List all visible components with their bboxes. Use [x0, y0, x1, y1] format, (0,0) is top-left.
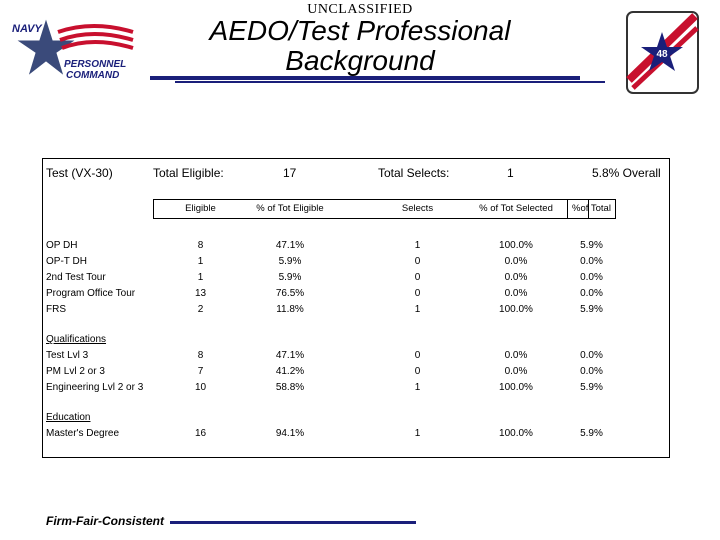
badge-number: 48 [656, 49, 668, 60]
section-education: Education [46, 412, 91, 423]
cell-pct-total: 0.0% [580, 366, 603, 377]
cell-pct-eligible: 11.8% [276, 304, 304, 315]
total-selects-value: 1 [507, 166, 514, 180]
cell-selects: 0 [414, 366, 421, 377]
cell-pct-selected: 100.0% [499, 240, 533, 251]
classification-banner: UNCLASSIFIED [307, 2, 413, 17]
cell-pct-total: 5.9% [580, 240, 603, 251]
cell-pct-selected: 0.0% [504, 288, 528, 299]
cell-selects: 1 [414, 428, 421, 439]
col-header-selects: Selects [401, 203, 434, 214]
title-underline-secondary [175, 81, 605, 83]
cell-pct-total: 0.0% [580, 350, 603, 361]
cell-eligible: 16 [194, 428, 207, 439]
col-header-pct-total: %of Total [572, 203, 611, 214]
page-title [180, 16, 540, 76]
cell-pct-eligible: 58.8% [275, 382, 305, 393]
logo-text-navy: NAVY [12, 23, 42, 35]
cell-selects: 0 [414, 288, 421, 299]
cell-pct-total: 5.9% [580, 382, 603, 393]
cell-eligible: 8 [197, 350, 204, 361]
navy-personnel-command-logo [8, 10, 138, 85]
cell-eligible: 1 [197, 256, 204, 267]
cell-selects: 0 [414, 256, 421, 267]
cell-pct-eligible: 5.9% [278, 256, 302, 267]
logo-text-command: COMMAND [66, 70, 120, 81]
cell-eligible: 10 [194, 382, 207, 393]
cell-pct-eligible: 47.1% [275, 240, 305, 251]
cell-label: 2nd Test Tour [46, 272, 106, 283]
cell-pct-selected: 0.0% [504, 350, 528, 361]
cell-label: OP-T DH [46, 256, 87, 267]
cell-pct-eligible: 5.9% [278, 272, 302, 283]
cell-selects: 1 [414, 382, 421, 393]
cell-label: PM Lvl 2 or 3 [46, 366, 105, 377]
cell-label: Test Lvl 3 [46, 350, 89, 361]
cell-label: Engineering Lvl 2 or 3 [46, 382, 144, 393]
title-line-2: Background [285, 45, 435, 76]
title-underline [150, 76, 580, 80]
cell-pct-eligible: 94.1% [275, 428, 305, 439]
cell-pct-total: 5.9% [580, 304, 603, 315]
cell-pct-selected: 0.0% [504, 256, 528, 267]
cell-pct-selected: 100.0% [499, 428, 533, 439]
footer-motto: Firm-Fair-Consistent [46, 514, 165, 528]
unit-label: Test (VX-30) [46, 166, 113, 180]
cell-pct-total: 0.0% [580, 256, 603, 267]
cell-label: Program Office Tour [46, 288, 136, 299]
cell-selects: 1 [414, 240, 421, 251]
cell-pct-selected: 100.0% [499, 382, 533, 393]
cell-eligible: 7 [197, 366, 204, 377]
cell-label: OP DH [46, 240, 78, 251]
cell-pct-eligible: 76.5% [275, 288, 305, 299]
cell-eligible: 1 [197, 272, 204, 283]
overall-percentage: 5.8% Overall [592, 166, 661, 180]
cell-pct-eligible: 47.1% [275, 350, 305, 361]
col-header-pct-selected: % of Tot Selected [479, 203, 553, 214]
col-header-pct-eligible: % of Tot Eligible [256, 203, 324, 214]
section-qualifications: Qualifications [46, 334, 107, 345]
cell-eligible: 8 [197, 240, 204, 251]
col-header-eligible: Eligible [185, 203, 216, 214]
title-line-1: AEDO/Test Professional [209, 15, 511, 46]
cell-label: FRS [46, 304, 66, 315]
cell-eligible: 2 [197, 304, 204, 315]
cell-selects: 0 [414, 350, 421, 361]
cell-label: Master's Degree [46, 428, 120, 439]
cell-pct-eligible: 41.2% [275, 366, 305, 377]
cell-pct-total: 0.0% [580, 288, 603, 299]
cell-pct-selected: 0.0% [504, 366, 528, 377]
cell-selects: 1 [414, 304, 421, 315]
total-eligible-value: 17 [283, 166, 297, 180]
logo-text-personnel: PERSONNEL [64, 59, 127, 70]
cell-selects: 0 [414, 272, 421, 283]
cell-eligible: 13 [194, 288, 207, 299]
cell-pct-selected: 0.0% [504, 272, 528, 283]
total-selects-label: Total Selects: [378, 166, 450, 180]
command-badge-logo [625, 10, 700, 95]
cell-pct-selected: 100.0% [499, 304, 533, 315]
footer-rule [170, 521, 416, 524]
total-eligible-label: Total Eligible: [153, 166, 224, 180]
cell-pct-total: 0.0% [580, 272, 603, 283]
cell-pct-total: 5.9% [580, 428, 603, 439]
